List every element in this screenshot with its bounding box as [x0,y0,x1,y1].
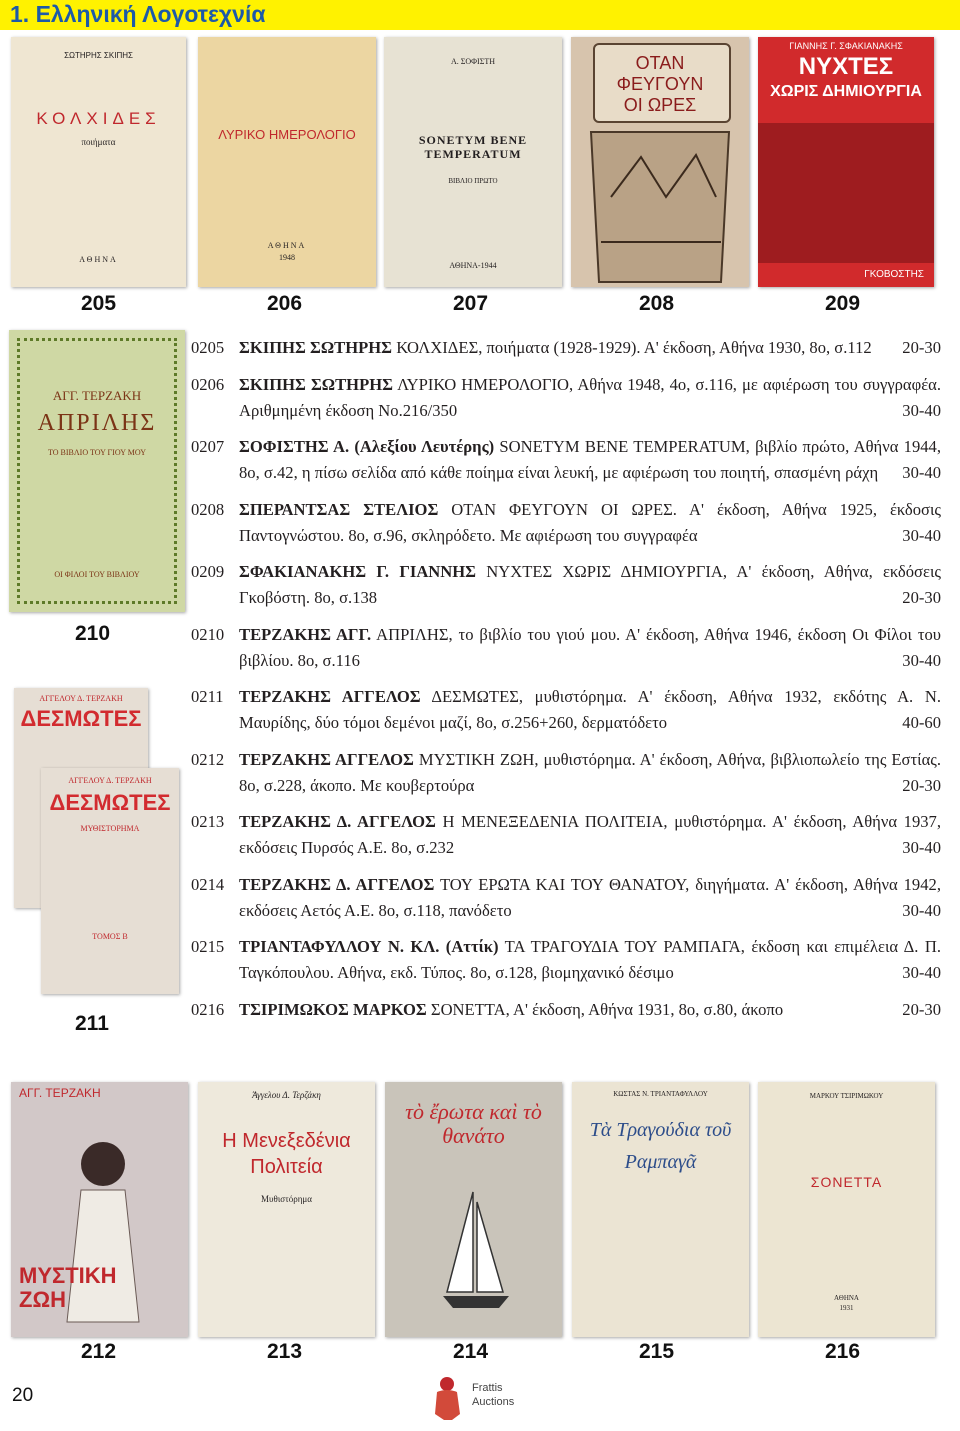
entry-code: 0215 [191,937,225,956]
cover-215-author: ΚΩΣΤΑΣ Ν. ΤΡΙΑΝΤΑΦΥΛΛΟΥ [613,1090,708,1098]
cover-205-city: ΑΘΗΝΑ [79,255,118,264]
entry-text: ΚΟΛΧΙΔΕΣ, ποιήματα (1928-1929). Α' έκδοση, Αθήνα 1930, 8ο, σ.112 [396,338,872,357]
cover-207-city: ΑΘΗΝΑ-1944 [449,261,497,270]
cover-206 [198,37,376,287]
cover-206-city: ΑΘΗΝΑ [267,241,307,250]
cover-205-title: ΚΟΛΧΙΔΕΣ [36,109,161,128]
entry-text: ΛΥΡΙΚΟ ΗΜΕΡΟΛΟΓΙΟ, Αθήνα 1948, 4ο, σ.116, με αφιέρωση του συγγραφέα. Αριθμημένη έκδοση Νο.216/350 [239,374,942,420]
cover-205-subtitle: ποιήματα [81,137,116,147]
cover-211-volume: ΤΟΜΟΣ Β [92,932,128,941]
entry-0209 [191,559,941,611]
cover-214 [385,1082,562,1337]
logo-text-line1: Frattis [472,1382,503,1394]
cover-210 [9,330,185,612]
cover-216-city: ΑΘΗΝΑ [834,1294,859,1302]
label-216: 216 [825,1340,861,1363]
label-215: 215 [639,1340,675,1363]
entry-author: ΤΕΡΖΑΚΗΣ ΑΓΓ. [239,624,372,644]
cover-212-title: ΜΥΣΤΙΚΗ ΖΩΗ [19,1263,117,1312]
cover-211a-title: ΔΕΣΜΩΤΕΣ [20,706,142,731]
entry-author: ΣΦΑΚΙΑΝΑΚΗΣ Γ. ΓΙΑΝΝΗΣ [239,562,477,581]
cover-211-title: ΔΕΣΜΩΤΕΣ [49,790,171,815]
catalog-entries [191,335,941,1033]
entry-author: ΤΕΡΖΑΚΗΣ ΑΓΓΕΛΟΣ [239,749,414,769]
entry-0214 [191,872,941,924]
entry-text: SONETYM BENE TEMPERATUM, βιβλίο πρώτο, Αθήνα 1944, 8ο, σ.42, η πίσω σελίδα από κάθε ποίημα είναι λευκή, με αφιέρωση του ποιητή, σπασμένη ράχη [239,437,941,482]
entry-code: 0212 [191,749,225,769]
label-210: 210 [75,622,111,645]
entry-0207 [191,434,941,486]
entry-code: 0209 [191,562,225,581]
cover-209-author: ΓΙΑΝΝΗΣ Γ. ΣΦΑΚΙΑΝΑΚΗΣ [789,41,903,51]
cover-216-title: ΣΟΝΕΤΤΑ [810,1174,883,1190]
entry-price: 30-40 [902,463,941,482]
cover-213-subtitle: Μυθιστόρημα [261,1194,312,1204]
entry-0210 [191,622,941,674]
cover-213-title: Η Μενεξεδένια Πολιτεία [222,1130,351,1178]
cover-211-author: ΑΓΓΕΛΟΥ Δ. ΤΕΡΖΑΚΗ [68,776,152,785]
entry-price: 30-40 [902,525,941,545]
cover-206-year: 1948 [279,253,295,262]
entry-price: 20-30 [902,775,941,795]
cover-205-author: ΣΩΤΗΡΗΣ ΣΚΙΠΗΣ [64,51,133,60]
entry-text: ΣΟΝΕΤΤΑ, Α' έκδοση, Αθήνα 1931, 8ο, σ.80, άκοπο [430,999,784,1019]
entry-price: 30-40 [902,650,941,670]
entry-code: 0211 [191,687,224,706]
entry-text: ΔΕΣΜΩΤΕΣ, μυθιστόρημα. Α' έκδοση, Αθήνα 1932, εκδότης Α. Ν. Μαυρίδης, δύο τόμοι δεμένοι μαζί, 8ο, σ.256+260, δερματόδετο [239,687,942,732]
cover-208-title: ΟΤΑΝ ΦΕΥΓΟΥΝ ΟΙ ΩΡΕΣ [616,53,704,115]
label-212: 212 [81,1340,117,1363]
entry-author: ΣΚΙΠΗΣ ΣΩΤΗΡΗΣ [239,338,393,357]
cover-206-title: ΛΥΡΙΚΟ ΗΜΕΡΟΛΟΓΙΟ [218,127,356,142]
entry-code: 0208 [191,499,225,519]
entry-price: 40-60 [902,713,941,732]
cover-207-subtitle: ΒΙΒΛΙΟ ΠΡΩΤΟ [448,177,498,185]
entry-0213 [191,809,941,861]
entry-author: ΤΕΡΖΑΚΗΣ Δ. ΑΓΓΕΛΟΣ [239,812,436,831]
entry-author: ΤΡΙΑΝΤΑΦΥΛΛΟΥ Ν. ΚΛ. (Αττίκ) [239,937,499,956]
entry-price: 20-30 [902,338,941,357]
cover-212 [11,1082,188,1337]
entry-author: ΤΕΡΖΑΚΗΣ ΑΓΓΕΛΟΣ [239,687,421,706]
cover-209-publisher: ΓΚΟΒΟΣΤΗΣ [864,269,924,280]
entry-text: ΤΑ ΤΡΑΓΟΥΔΙΑ ΤΟΥ ΡΑΜΠΑΓΑ, έκδοση και επιμέλεια Δ. Π. Ταγκόπουλου. Αθήνα, εκδ. Τύπος. 8ο, σ.128, βιομηχανικό δέσιμο [239,937,941,982]
logo-text-line2: Auctions [472,1396,515,1408]
label-205: 205 [81,292,117,315]
entry-0215 [191,934,941,986]
cover-207-title: SONETYM BENE TEMPERATUM [418,133,528,161]
entry-code: 0207 [191,437,225,456]
cover-216-year: 1931 [839,1304,854,1312]
entry-0206 [191,372,941,424]
cover-207-author: Α. ΣΟΦΙΣΤΗ [450,57,496,66]
entry-text: ΜΥΣΤΙΚΗ ΖΩΗ, μυθιστόρημα. Α' έκδοση, Αθήνα, βιβλιοπωλείο της Εστίας. 8ο, σ.228, άκοπο. Με κουβερτούρα [239,749,941,795]
entry-code: 0214 [191,874,225,894]
label-211: 211 [75,1012,109,1035]
entry-code: 0206 [191,374,225,394]
cover-212-author: ΑΓΓ. ΤΕΡΖΑΚΗ [19,1086,101,1100]
entry-0216 [191,997,941,1023]
cover-215-title: Τὰ Τραγούδια τοῦ Ραμπαγᾶ [589,1119,732,1173]
entry-author: ΣΚΙΠΗΣ ΣΩΤΗΡΗΣ [239,374,393,394]
cover-209 [758,37,934,287]
entry-text: ΟΤΑΝ ΦΕΥΓΟΥΝ ΟΙ ΩΡΕΣ. Α' έκδοση, Αθήνα 1925, έκδοσις Παντογνώστου. 8ο, σ.96, σκληρόδετο. Με αφιέρωση του συγγραφέα [239,499,942,545]
cover-213-author: Άγγελου Δ. Τερζάκη [252,1090,321,1100]
entry-text: Η ΜΕΝΕΞΕΔΕΝΙΑ ΠΟΛΙΤΕΙΑ, μυθιστόρημα. Α' έκδοση, Αθήνα 1937, εκδόσεις Πυρσός Α.Ε. 8ο, σ.232 [239,812,942,857]
cover-216 [758,1082,935,1337]
cover-211-volume-b [41,768,179,994]
section-header-bar [0,0,960,30]
entry-price: 30-40 [902,963,941,982]
cover-210-publisher: ΟΙ ΦΙΛΟΙ ΤΟΥ ΒΙΒΛΙΟΥ [54,570,140,579]
entry-price: 30-40 [902,400,941,420]
cover-216-author: ΜΑΡΚΟΥ ΤΣΙΡΙΜΩΚΟΥ [809,1092,884,1100]
cover-209-panel [758,123,934,263]
entry-author: ΤΕΡΖΑΚΗΣ Δ. ΑΓΓΕΛΟΣ [239,874,435,894]
entry-code: 0216 [191,999,225,1019]
cover-213 [198,1082,375,1337]
entry-price: 30-40 [902,838,941,857]
label-207: 207 [453,292,489,315]
logo-figure-icon [430,1374,466,1422]
page-number: 20 [12,1385,34,1406]
cover-210-author: ΑΓΓ. ΤΕΡΖΑΚΗ [52,388,142,403]
entry-author: ΣΟΦΙΣΤΗΣ Α. (Αλεξίου Λευτέρης) [239,437,495,456]
label-209: 209 [825,292,861,315]
entry-text: ΝΥΧΤΕΣ ΧΩΡΙΣ ΔΗΜΙΟΥΡΓΙΑ, Α' έκδοση, Αθήνα, εκδόσεις Γκοβόστη. 8ο, σ.138 [239,562,941,607]
entry-text: ΤΟΥ ΕΡΩΤΑ ΚΑΙ ΤΟΥ ΘΑΝΑΤΟΥ, διηγήματα. Α' έκδοση, Αθήνα 1942, εκδόσεις Αετός Α.Ε. 8ο, σ.118, πανόδετο [239,874,941,920]
entry-author: ΣΠΕΡΑΝΤΣΑΣ ΣΤΕΛΙΟΣ [239,499,439,519]
sailboat-icon [385,1082,562,1337]
entry-text: ΑΠΡΙΛΗΣ, το βιβλίο του γιού μου. Α' έκδοση, Αθήνα 1946, έκδοση Οι Φίλοι του βιβλίου. 8ο, σ.116 [239,624,941,670]
entry-code: 0210 [191,624,225,644]
entry-0211 [191,684,941,736]
entry-author: ΤΣΙΡΙΜΩΚΟΣ ΜΑΡΚΟΣ [239,999,427,1019]
entry-0208 [191,497,941,549]
label-208: 208 [639,292,675,315]
cover-211-subtitle: ΜΥΘΙΣΤΟΡΗΜΑ [80,824,140,833]
cover-210-title: ΑΠΡΙΛΗΣ [37,410,157,436]
cover-215 [572,1082,749,1337]
cover-208 [571,37,749,287]
entry-price: 30-40 [902,900,941,920]
cover-214-title: τὸ ἔρωτα καὶ τὸ θανάτο [405,1099,542,1148]
section-title: 1. Ελληνική Λογοτεχνία [10,1,266,27]
entry-code: 0213 [191,812,225,831]
entry-0205 [191,335,941,361]
label-206: 206 [267,292,303,315]
cover-209-title: ΝΥΧΤΕΣ [798,53,894,80]
entry-code: 0205 [191,338,225,357]
label-214: 214 [453,1340,489,1363]
entry-price: 20-30 [902,999,941,1019]
entry-0212 [191,747,941,799]
entry-price: 20-30 [902,588,941,607]
cover-210-subtitle: ΤΟ ΒΙΒΛΙΟ ΤΟΥ ΓΙΟΥ ΜΟΥ [48,448,146,457]
cover-208-illustration [571,37,749,287]
cover-205 [11,37,186,287]
cover-211a-author: ΑΓΓΕΛΟΥ Δ. ΤΕΡΖΑΚΗ [39,694,123,703]
label-213: 213 [267,1340,303,1363]
cover-209-subtitle: ΧΩΡΙΣ ΔΗΜΙΟΥΡΓΙΑ [770,83,922,100]
cover-210-border [17,338,177,604]
frattis-auctions-logo [430,1374,530,1422]
cover-207 [384,37,562,287]
